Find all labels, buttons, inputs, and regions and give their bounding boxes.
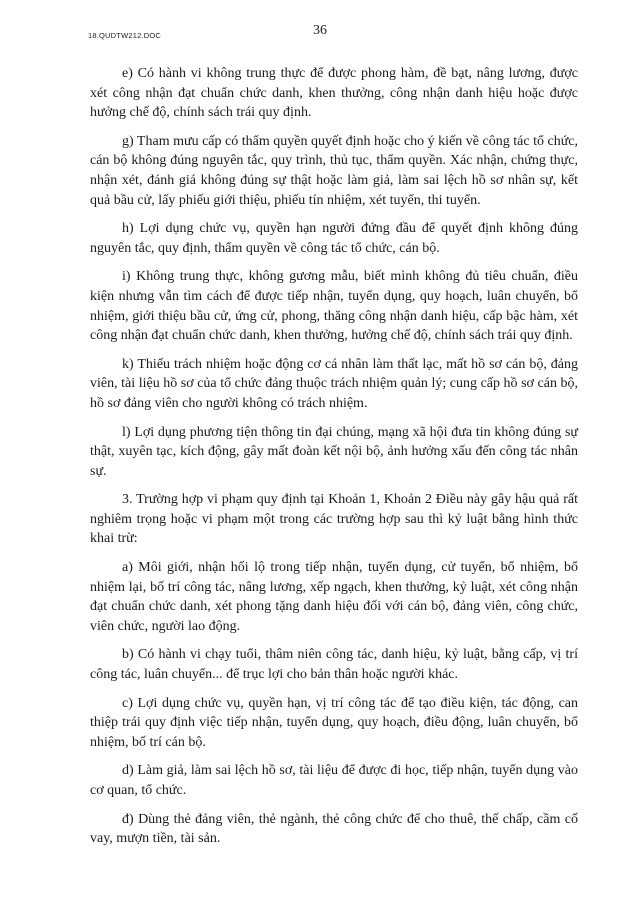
paragraph-l: l) Lợi dụng phương tiện thông tin đại chúng, mạng xã hội đưa tin không đúng sự thật, xuyên tạc, kích động, gây mất đoàn kết nội bộ, ảnh hưởng xấu đến công tác nhân sự. — [90, 424, 578, 479]
paragraph-k: k) Thiếu trách nhiệm hoặc động cơ cá nhân làm thất lạc, mất hồ sơ cán bộ, đảng viên, tài liệu hồ sơ của tổ chức đảng thuộc trách nhiệm quản lý; cung cấp hồ sơ cán bộ, hồ sơ đảng viên cho người không có trách nhiệm. — [90, 356, 578, 411]
paragraph-3c: c) Lợi dụng chức vụ, quyền hạn, vị trí công tác để tạo điều kiện, tác động, can thiệp trái quy định việc tiếp nhận, tuyển dụng, quy hoạch, điều động, luân chuyển, bổ nhiệm, bố trí cán bộ. — [90, 695, 578, 750]
page-number: 36 — [313, 23, 327, 38]
paragraph-3a: a) Môi giới, nhận hối lộ trong tiếp nhận, tuyển dụng, cử tuyển, bổ nhiệm, bổ nhiệm lại, bố trí công tác, nâng lương, xếp ngạch, khen thưởng, kỷ luật, xét công nhận đạt chuẩn chức danh, xét phong tặng danh hiệu đối với cán bộ, đảng viên, công chức, viên chức, người lao động. — [90, 560, 578, 634]
paragraph-3d: d) Làm giả, làm sai lệch hồ sơ, tài liệu để được đi học, tiếp nhận, tuyển dụng vào cơ quan, tổ chức. — [90, 763, 578, 798]
paragraph-g: g) Tham mưu cấp có thẩm quyền quyết định hoặc cho ý kiến về công tác tổ chức, cán bộ không đúng nguyên tắc, quy trình, thủ tục, thẩm quyền. Xác nhận, chứng thực, nhận xét, đánh giá không đúng sự thật hoặc làm giả, làm sai lệch hồ sơ nhân sự, kết quả bầu cử, lấy phiếu giới thiệu, phiếu tín nhiệm, xét tuyển, thi tuyển. — [90, 133, 578, 208]
paragraph-3dd: đ) Dùng thẻ đảng viên, thẻ ngành, thẻ công chức để cho thuê, thế chấp, cầm cố vay, mượn tiền, tài sản. — [90, 811, 578, 847]
paragraph-3b: b) Có hành vi chạy tuổi, thâm niên công tác, danh hiệu, kỷ luật, bằng cấp, vị trí công tác, luân chuyển... để trục lợi cho bản thân hoặc người khác. — [90, 647, 578, 683]
paragraph-h: h) Lợi dụng chức vụ, quyền hạn người đứng đầu để quyết định không đúng nguyên tắc, quy định, thẩm quyền về công tác tổ chức, cán bộ. — [90, 221, 578, 256]
clause-3: 3. Trường hợp vi phạm quy định tại Khoản 1, Khoản 2 Điều này gây hậu quả rất nghiêm trọng hoặc vi phạm một trong các trường hợp sau thì kỷ luật bằng hình thức khai trừ: — [90, 492, 578, 547]
paragraph-i: i) Không trung thực, không gương mẫu, biết mình không đủ tiêu chuẩn, điều kiện nhưng vẫn tìm cách để được tiếp nhận, tuyển dụng, quy hoạch, luân chuyển, bổ nhiệm, giới thiệu bầu cử, ứng cử, phong, thăng công nhận danh hiệu, cấp bậc hàm, xét công nhận đạt chuẩn chức danh, khen thưởng, hưởng chế độ, chính sách trái quy định. — [90, 269, 578, 344]
document-body — [90, 64, 578, 858]
paragraph-e: e) Có hành vi không trung thực để được phong hàm, đề bạt, nâng lương, được xét công nhận đạt chuẩn chức danh, khen thưởng, công nhận danh hiệu hoặc được hưởng chế độ, chính sách trái quy định. — [90, 66, 578, 121]
file-name-label: 18.QUDTW212.DOC — [88, 31, 162, 40]
